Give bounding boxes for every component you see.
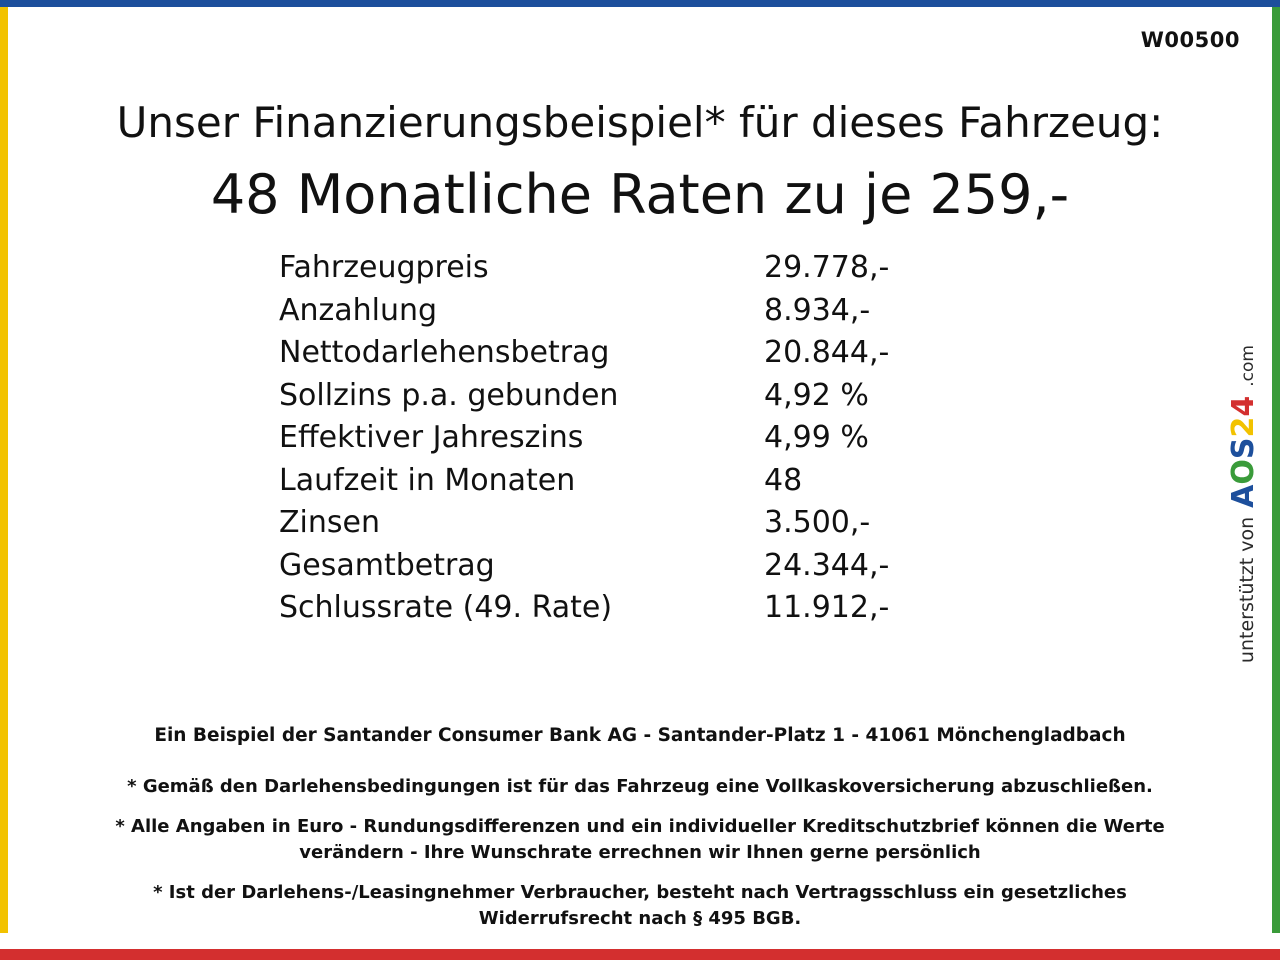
table-row (279, 335, 979, 378)
table-row (279, 548, 979, 591)
row-value: 24.344,- (764, 547, 890, 583)
table-row (279, 505, 979, 548)
row-value: 29.778,- (764, 250, 890, 285)
row-value: 48 (764, 462, 803, 498)
row-label: Effektiver Jahreszins (279, 420, 584, 455)
row-value: 4,99 % (764, 420, 869, 455)
finance-table (279, 250, 979, 633)
page-subtitle: 48 Monatliche Raten zu je 259,- (210, 163, 1070, 226)
row-value: 11.912,- (764, 590, 890, 625)
row-label: Laufzeit in Monaten (279, 462, 576, 498)
table-row (279, 250, 979, 293)
aos24-logo (1226, 396, 1261, 508)
row-value: 4,92 % (764, 377, 869, 413)
footnote-withdrawal: * Ist der Darlehens-/Leasingnehmer Verbraucher, besteht nach Vertragsschluss ein gesetzliches Widerrufsrecht nach § 495 BGB. (153, 882, 1127, 929)
row-label: Gesamtbetrag (279, 547, 495, 583)
logo-digit-4: 4 (1226, 395, 1261, 417)
row-label: Anzahlung (279, 292, 438, 328)
row-label: Sollzins p.a. gebunden (279, 377, 619, 413)
brand-supported-label: unterstützt von (1236, 516, 1258, 664)
brand-watermark (1226, 345, 1262, 705)
row-value: 3.500,- (764, 505, 871, 540)
row-value: 8.934,- (764, 292, 871, 328)
logo-letter-a: A (1226, 484, 1261, 508)
table-row (279, 420, 979, 463)
table-row (279, 293, 979, 336)
table-row (279, 378, 979, 421)
brand-domain: .com (1238, 345, 1258, 387)
footer (0, 725, 1280, 946)
row-label: Nettodarlehensbetrag (279, 335, 610, 370)
logo-letter-s: S (1226, 437, 1261, 460)
footnote-currency: * Alle Angaben in Euro - Rundungsdifferenzen und ein individueller Kreditschutzbrief können die Werte verändern - Ihre Wunschrate errechnen wir Ihnen gerne persönlich (115, 816, 1165, 863)
row-value: 20.844,- (764, 335, 890, 370)
bank-line: Ein Beispiel der Santander Consumer Bank AG - Santander-Platz 1 - 41061 Mönchengladbach (154, 725, 1126, 746)
page-title: Unser Finanzierungsbeispiel* für dieses Fahrzeug: (116, 98, 1164, 147)
document-code: W00500 (1140, 28, 1240, 52)
row-label: Fahrzeugpreis (279, 250, 489, 285)
table-row (279, 463, 979, 506)
top-border-bar (0, 0, 1280, 7)
row-label: Schlussrate (49. Rate) (279, 590, 613, 625)
bottom-border-bar (0, 949, 1280, 960)
row-label: Zinsen (279, 505, 381, 540)
table-row (279, 590, 979, 633)
logo-digit-2: 2 (1226, 416, 1261, 438)
logo-letter-o: O (1226, 459, 1261, 485)
footnote-insurance: * Gemäß den Darlehensbedingungen ist für das Fahrzeug eine Vollkaskoversicherung abzuschließen. (127, 776, 1153, 797)
